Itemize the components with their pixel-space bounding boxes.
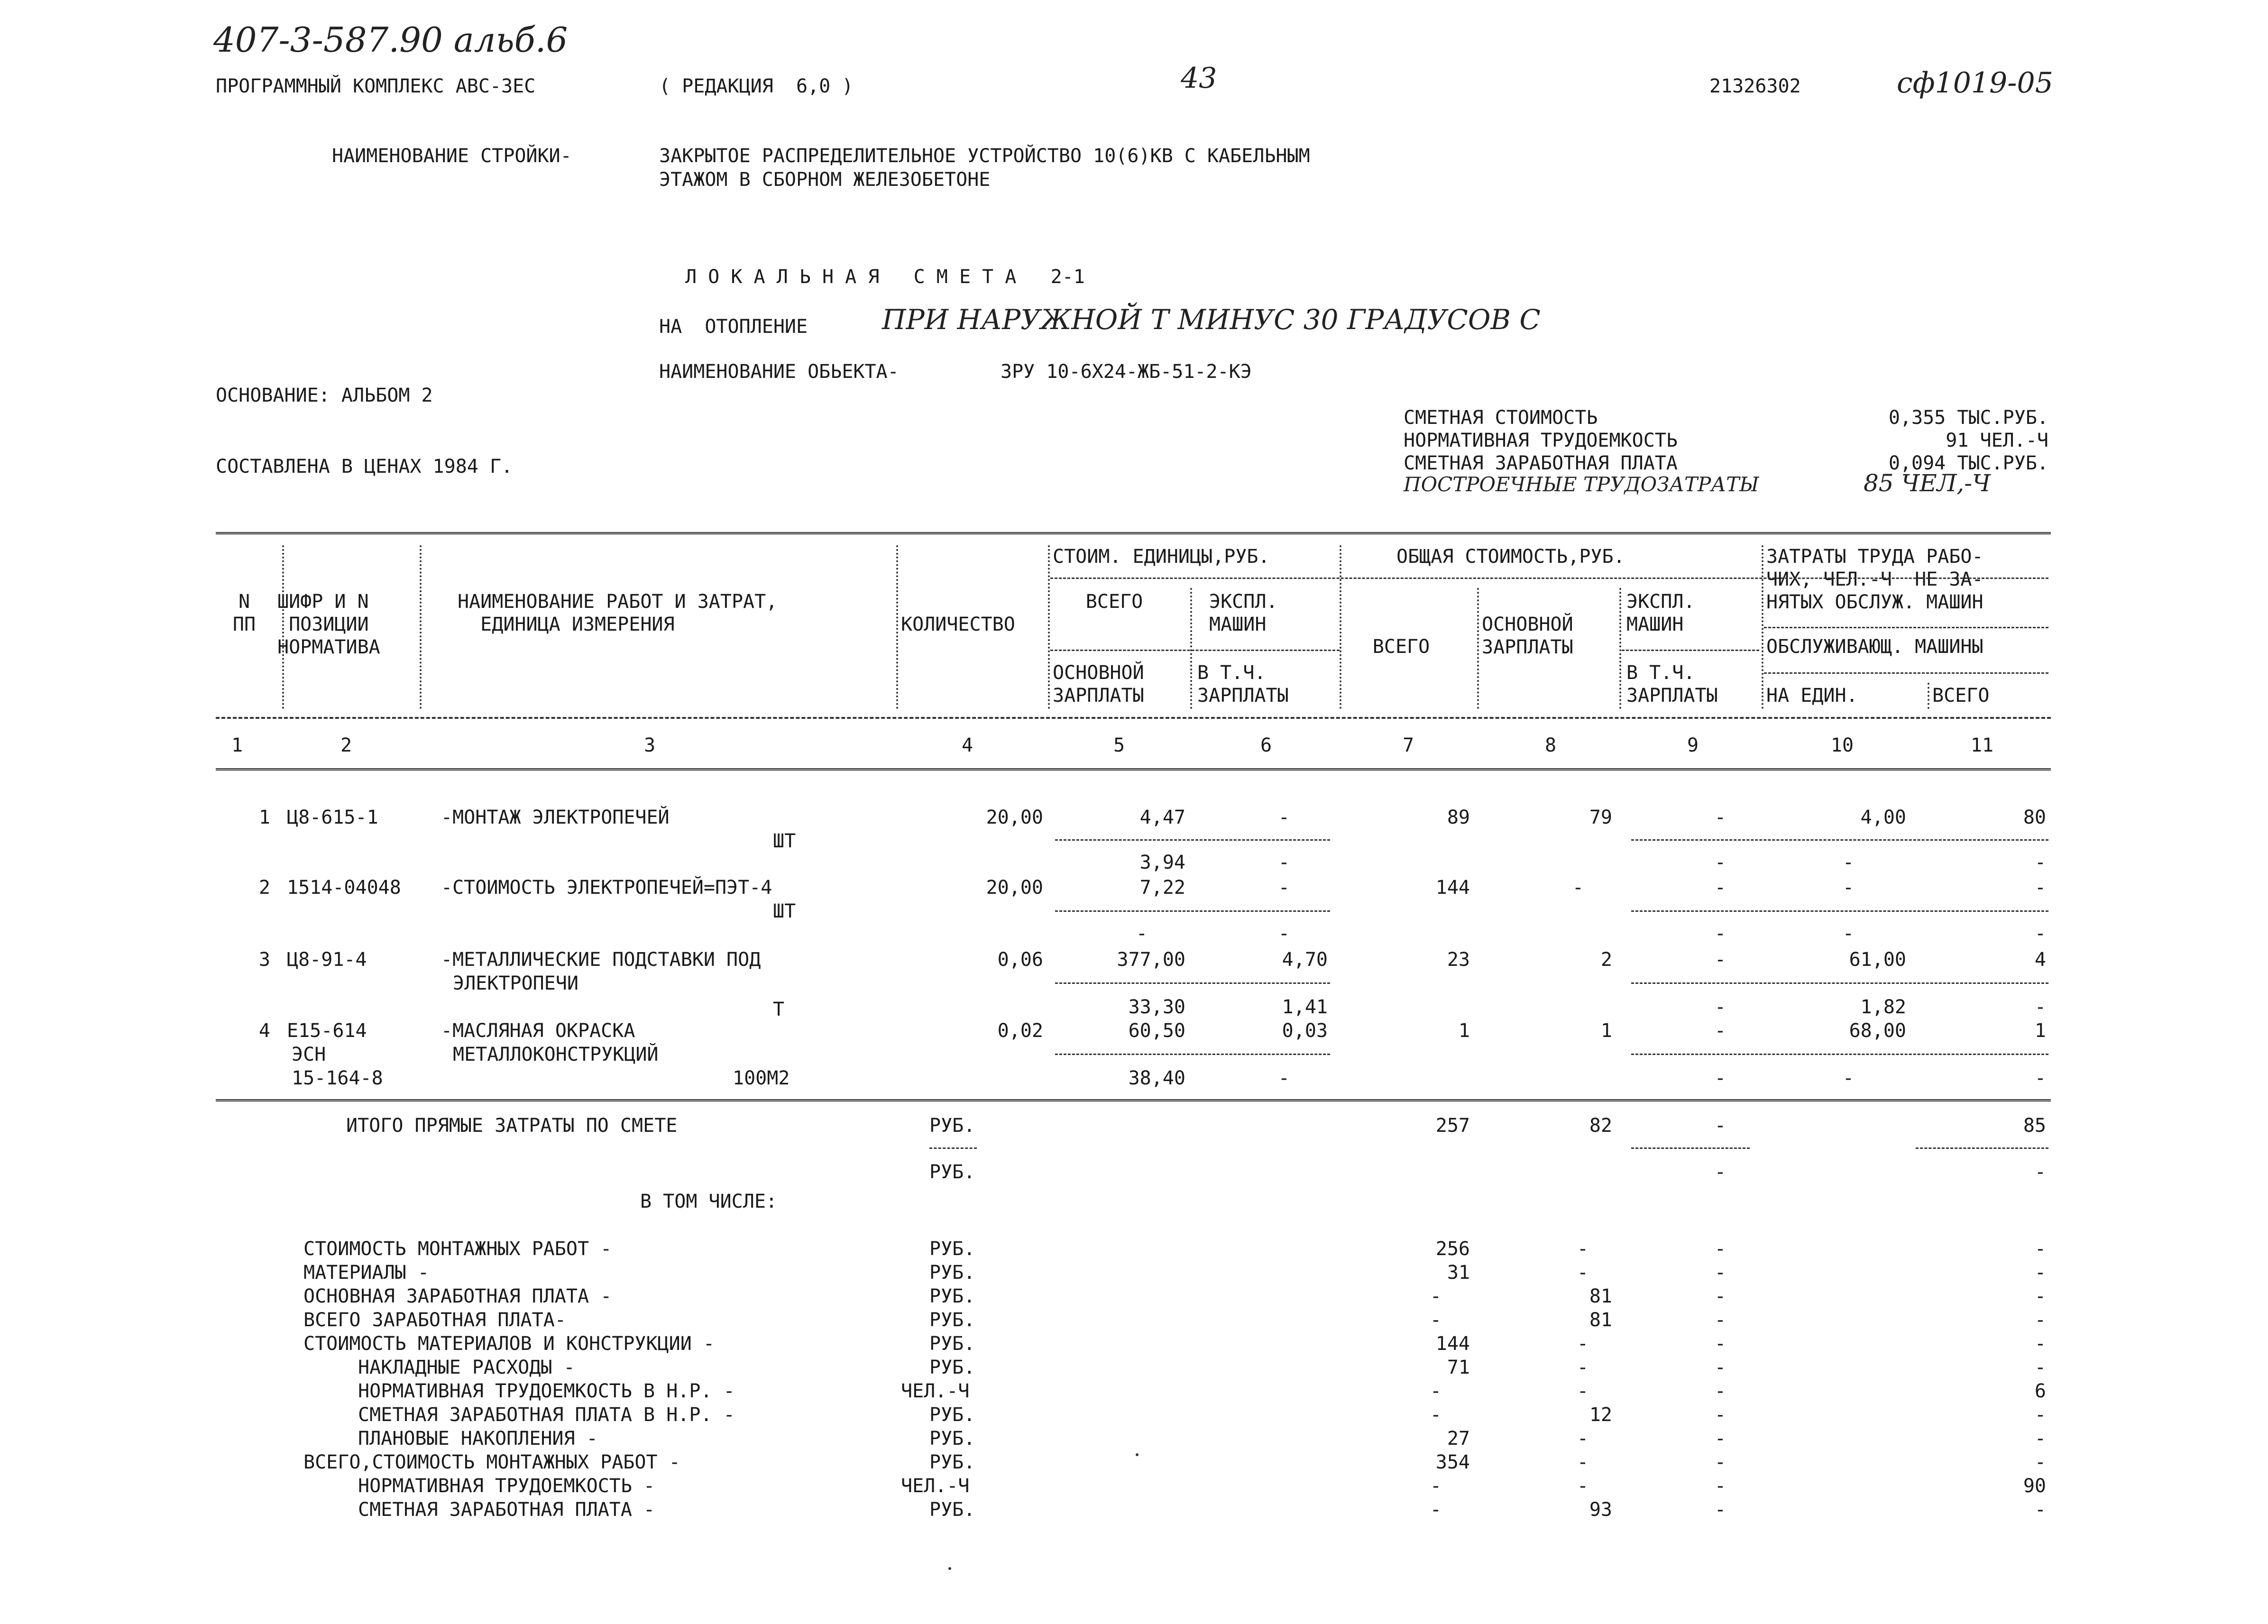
- row-2-c11: -: [2034, 877, 2046, 899]
- breakdown-c9: -: [1714, 1357, 1726, 1378]
- breakdown-c11: 6: [2034, 1380, 2046, 1402]
- col-number: 5: [1113, 734, 1125, 756]
- breakdown-c9: -: [1714, 1285, 1726, 1307]
- row-4-c8: 1: [1600, 1020, 1612, 1042]
- scan-speck: [948, 1567, 951, 1570]
- row-1-c9b: -: [1714, 852, 1726, 873]
- row-3-qty: 0,06: [997, 949, 1043, 971]
- summary-label-cost: СМЕТНАЯ СТОИМОСТЬ: [1404, 407, 1598, 429]
- row-2-c6: -: [1278, 877, 1290, 899]
- breakdown-c9: -: [1714, 1451, 1726, 1473]
- breakdown-label: НОРМАТИВНАЯ ТРУДОЕМКОСТЬ В Н.Р. -: [358, 1380, 735, 1402]
- row-2-c11b: -: [2034, 923, 2046, 945]
- col-header-code: ШИФР И N ПОЗИЦИИ НОРМАТИВА: [277, 591, 380, 658]
- totals-unit-2: РУБ.: [929, 1161, 975, 1183]
- breakdown-label: СМЕТНАЯ ЗАРАБОТНАЯ ПЛАТА В Н.Р. -: [358, 1404, 735, 1426]
- col-sep: [896, 545, 898, 709]
- breakdown-c7: 354: [1435, 1451, 1470, 1473]
- summary-value-labor: 91 ЧЕЛ.-Ч: [1946, 430, 2048, 451]
- row-3-c11: 4: [2034, 949, 2046, 971]
- col-header-c11: ВСЕГО: [1932, 685, 1990, 706]
- breakdown-unit: РУБ.: [929, 1428, 975, 1450]
- prices-basis: СОСТАВЛЕНА В ЦЕНАХ 1984 Г.: [216, 456, 513, 477]
- breakdown-unit: РУБ.: [929, 1404, 975, 1426]
- object-value: ЗРУ 10-6Х24-ЖБ-51-2-КЭ: [1001, 361, 1252, 383]
- row-4-c6: 0,03: [1282, 1020, 1328, 1042]
- breakdown-c8: -: [1577, 1238, 1589, 1260]
- breakdown-label: НАКЛАДНЫЕ РАСХОДЫ -: [358, 1357, 575, 1378]
- row-1-qty: 20,00: [986, 807, 1043, 828]
- row-3-c5b: 33,30: [1128, 996, 1185, 1018]
- summary-label-wage: СМЕТНАЯ ЗАРАБОТНАЯ ПЛАТА: [1404, 452, 1678, 474]
- breakdown-c9: -: [1714, 1404, 1726, 1426]
- breakdown-c7: 27: [1447, 1428, 1470, 1450]
- row-2-num: 2: [258, 877, 270, 899]
- breakdown-unit: ЧЕЛ.-Ч: [901, 1380, 970, 1402]
- row-2-c6b: -: [1278, 923, 1290, 945]
- summary-label-labor: НОРМАТИВНАЯ ТРУДОЕМКОСТЬ: [1404, 430, 1678, 451]
- breakdown-unit: РУБ.: [929, 1357, 975, 1378]
- row-3-c5: 377,00: [1117, 949, 1185, 971]
- col-sep: [420, 545, 422, 709]
- breakdown-c8: -: [1577, 1451, 1589, 1473]
- row-3-unit: Т: [773, 999, 785, 1020]
- breakdown-c9: -: [1714, 1499, 1726, 1521]
- breakdown-c8: 81: [1589, 1285, 1612, 1307]
- row-1-c8: 79: [1589, 807, 1612, 828]
- row-4-c10b: -: [1842, 1067, 1854, 1089]
- col-header-total-cost: ОБЩАЯ СТОИМОСТЬ,РУБ.: [1396, 546, 1625, 568]
- col-number: 10: [1830, 734, 1854, 756]
- basis: ОСНОВАНИЕ: АЛЬБОМ 2: [216, 385, 433, 406]
- row-3-c10: 61,00: [1849, 949, 1906, 971]
- breakdown-unit: РУБ.: [929, 1499, 975, 1521]
- row-3-c11b: -: [2034, 996, 2046, 1018]
- row-3-c6: 4,70: [1282, 949, 1328, 971]
- col-header-npp: N ПП: [232, 591, 256, 635]
- handwritten-top-code: 407-3-587.90 альб.6: [213, 20, 568, 60]
- col-number: 7: [1402, 734, 1414, 756]
- breakdown-unit: РУБ.: [929, 1309, 975, 1331]
- totals-label: ИТОГО ПРЯМЫЕ ЗАТРАТЫ ПО СМЕТЕ: [346, 1115, 678, 1137]
- row-4-c10: 68,00: [1849, 1020, 1906, 1042]
- breakdown-c8: 12: [1589, 1404, 1612, 1426]
- breakdown-c11: -: [2034, 1404, 2046, 1426]
- breakdown-c9: -: [1714, 1428, 1726, 1450]
- col-header-c7: ВСЕГО: [1372, 636, 1430, 658]
- program-edition: ( РЕДАКЦИЯ 6,0 ): [659, 75, 854, 97]
- row-2-unit: ШТ: [773, 900, 796, 922]
- row-2-c5: 7,22: [1139, 877, 1185, 899]
- breakdown-c8: 93: [1589, 1499, 1612, 1521]
- construction-line-1: ЗАКРЫТОЕ РАСПРЕДЕЛИТЕЛЬНОЕ УСТРОЙСТВО 10(6)КВ С КАБЕЛЬНЫМ: [659, 145, 1310, 167]
- totals-c9b: -: [1714, 1161, 1726, 1183]
- header-rule: [1050, 650, 1340, 651]
- totals-underline: [1916, 1147, 2048, 1149]
- breakdown-unit: РУБ.: [929, 1238, 975, 1260]
- col-sep: [1048, 545, 1050, 709]
- totals-c11: 85: [2023, 1115, 2046, 1137]
- rows-bottom-rule: [216, 1099, 2051, 1101]
- breakdown-c11: -: [2034, 1499, 2046, 1521]
- handwritten-heating-suffix: ПРИ НАРУЖНОЙ Т МИНУС 30 ГРАДУСОВ С: [882, 303, 1541, 336]
- row-4-c9b: -: [1714, 1067, 1726, 1089]
- row-1-c7: 89: [1447, 807, 1470, 828]
- col-number: 3: [643, 734, 656, 756]
- row-3-c9b: -: [1714, 996, 1726, 1018]
- row-3-c9: -: [1714, 949, 1726, 971]
- breakdown-c11: -: [2034, 1309, 2046, 1331]
- row-2-c10: -: [1842, 877, 1854, 899]
- totals-underline: [929, 1147, 977, 1149]
- row-1-unit: ШТ: [773, 830, 796, 852]
- handwritten-right-code: сф1019-05: [1897, 66, 2053, 100]
- col-header-unit-cost: СТОИМ. ЕДИНИЦЫ,РУБ.: [1053, 546, 1270, 568]
- row-4-name: -МАСЛЯНАЯ ОКРАСКА: [441, 1020, 635, 1042]
- row-4-c5: 60,50: [1128, 1020, 1185, 1042]
- breakdown-c9: -: [1714, 1262, 1726, 1284]
- col-number: 9: [1687, 734, 1699, 756]
- breakdown-unit: РУБ.: [929, 1262, 975, 1284]
- row-3-c8: 2: [1600, 949, 1612, 971]
- row-2-qty: 20,00: [986, 877, 1043, 899]
- breakdown-c9: -: [1714, 1333, 1726, 1355]
- row-4-unit: 100М2: [733, 1067, 790, 1089]
- col-sep: [1340, 545, 1341, 709]
- row-2-c8: -: [1572, 877, 1584, 899]
- row-4-c11b: -: [2034, 1067, 2046, 1089]
- estimate-subtitle: НА ОТОПЛЕНИЕ: [659, 316, 808, 338]
- breakdown-c11: -: [2034, 1428, 2046, 1450]
- breakdown-label: ПЛАНОВЫЕ НАКОПЛЕНИЯ -: [358, 1428, 598, 1450]
- row-3-c10b: 1,82: [1860, 996, 1906, 1018]
- row-1-c5: 4,47: [1139, 807, 1185, 828]
- row-2-c7: 144: [1435, 877, 1470, 899]
- row-4-code-3: 15-164-8: [292, 1067, 383, 1089]
- row-4-underline: [1631, 1054, 2048, 1055]
- row-4-code: Е15-614: [287, 1020, 367, 1042]
- row-4-name-2: МЕТАЛЛОКОНСТРУКЦИЙ: [453, 1044, 659, 1065]
- breakdown-c8: -: [1577, 1357, 1589, 1378]
- row-1-c10b: -: [1842, 852, 1854, 873]
- row-2-underline: [1055, 910, 1330, 912]
- breakdown-c7: 256: [1435, 1238, 1470, 1260]
- row-1-c5b: 3,94: [1139, 852, 1185, 873]
- breakdown-c11: -: [2034, 1238, 2046, 1260]
- row-3-num: 3: [258, 949, 270, 971]
- col-sep: [1928, 683, 1929, 709]
- document-number: 21326302: [1709, 75, 1801, 97]
- col-header-c6b: В Т.Ч. ЗАРПЛАТЫ: [1197, 662, 1289, 706]
- col-sep: [1190, 588, 1192, 709]
- breakdown-c7: -: [1430, 1380, 1442, 1402]
- row-1-c6b: -: [1278, 852, 1290, 873]
- row-3-code: Ц8-91-4: [287, 949, 367, 971]
- breakdown-c11: -: [2034, 1357, 2046, 1378]
- row-1-name: -МОНТАЖ ЭЛЕКТРОПЕЧЕЙ: [441, 807, 670, 828]
- breakdown-unit: РУБ.: [929, 1285, 975, 1307]
- col-header-qty: КОЛИЧЕСТВО: [901, 614, 1015, 635]
- row-2-c9: -: [1714, 877, 1726, 899]
- breakdown-c11: 90: [2023, 1475, 2046, 1497]
- totals-c8: 82: [1589, 1115, 1612, 1137]
- col-header-c10: НА ЕДИН.: [1766, 685, 1858, 706]
- object-label: НАИМЕНОВАНИЕ ОБЬЕКТА-: [659, 361, 899, 383]
- header-rule: [1622, 650, 1759, 651]
- breakdown-c7: -: [1430, 1475, 1442, 1497]
- breakdown-c11: -: [2034, 1285, 2046, 1307]
- handwritten-postroy-label: ПОСТРОЕЧНЫЕ ТРУДОЗАТРАТЫ: [1404, 473, 1759, 496]
- col-number: 1: [231, 734, 243, 756]
- row-3-name: -МЕТАЛЛИЧЕСКИЕ ПОДСТАВКИ ПОД: [441, 949, 761, 971]
- breakdown-c9: -: [1714, 1238, 1726, 1260]
- row-1-c6: -: [1278, 807, 1290, 828]
- row-1-c11: 80: [2023, 807, 2046, 828]
- col-header-labor: ЗАТРАТЫ ТРУДА РАБО- ЧИХ, ЧЕЛ.-Ч НЕ ЗА- НЯТЫХ ОБСЛУЖ. МАШИН: [1766, 546, 1983, 613]
- row-4-c6b: -: [1278, 1067, 1290, 1089]
- row-2-name: -СТОИМОСТЬ ЭЛЕКТРОПЕЧЕЙ=ПЭТ-4: [441, 877, 772, 899]
- row-3-underline: [1631, 982, 2048, 984]
- breakdown-c9: -: [1714, 1380, 1726, 1402]
- breakdown-c8: 81: [1589, 1309, 1612, 1331]
- row-4-c5b: 38,40: [1128, 1067, 1185, 1089]
- table-top-rule: [216, 532, 2051, 534]
- header-rule: [1050, 578, 2048, 579]
- row-4-code-2: ЭСН: [292, 1044, 326, 1065]
- row-2-c5b: -: [1136, 923, 1148, 945]
- breakdown-label: МАТЕРИАЛЫ -: [303, 1262, 429, 1284]
- header-rule: [1764, 672, 2048, 674]
- row-1-num: 1: [258, 807, 270, 828]
- row-3-c6b: 1,41: [1282, 996, 1328, 1018]
- col-header-c9b: В Т.Ч. ЗАРПЛАТЫ: [1626, 662, 1718, 706]
- breakdown-c11: -: [2034, 1262, 2046, 1284]
- row-1-c10: 4,00: [1860, 807, 1906, 828]
- row-3-name-2: ЭЛЕКТРОПЕЧИ: [453, 973, 578, 994]
- totals-c7: 257: [1435, 1115, 1470, 1137]
- breakdown-label: СТОИМОСТЬ МАТЕРИАЛОВ И КОНСТРУКЦИИ -: [303, 1333, 715, 1355]
- breakdown-c9: -: [1714, 1309, 1726, 1331]
- row-1-underline: [1631, 839, 2048, 841]
- col-number: 11: [1970, 734, 1994, 756]
- col-header-c5a: ВСЕГО: [1085, 591, 1143, 613]
- col-header-c6a: ЭКСПЛ. МАШИН: [1209, 591, 1278, 635]
- col-header-c5b: ОСНОВНОЙ ЗАРПЛАТЫ: [1053, 662, 1144, 706]
- breakdown-label: СМЕТНАЯ ЗАРАБОТНАЯ ПЛАТА -: [358, 1499, 655, 1521]
- totals-underline: [1631, 1147, 1750, 1149]
- scan-speck: [1136, 1453, 1139, 1456]
- construction-line-2: ЭТАЖОМ В СБОРНОМ ЖЕЛЕЗОБЕТОНЕ: [659, 169, 991, 191]
- breakdown-label: НОРМАТИВНАЯ ТРУДОЕМКОСТЬ -: [358, 1475, 655, 1497]
- breakdown-label: ОСНОВНАЯ ЗАРАБОТНАЯ ПЛАТА -: [303, 1285, 612, 1307]
- row-1-c11b: -: [2034, 852, 2046, 873]
- program-name: ПРОГРАММНЫЙ КОМПЛЕКС АВС-3ЕС: [216, 75, 536, 97]
- summary-value-cost: 0,355 ТЫС.РУБ.: [1888, 407, 2048, 429]
- handwritten-postroy-value: 85 ЧЕЛ,-Ч: [1864, 469, 1991, 497]
- totals-unit: РУБ.: [929, 1115, 975, 1137]
- row-3-underline: [1055, 982, 1330, 984]
- col-sep: [1619, 588, 1621, 709]
- breakdown-c7: -: [1430, 1404, 1442, 1426]
- row-2-c10b: -: [1842, 923, 1854, 945]
- row-2-underline: [1631, 910, 2048, 912]
- breakdown-label: ВСЕГО,СТОИМОСТЬ МОНТАЖНЫХ РАБОТ -: [303, 1451, 680, 1473]
- breakdown-c7: 71: [1447, 1357, 1470, 1378]
- col-header-c8: ОСНОВНОЙ ЗАРПЛАТЫ: [1482, 614, 1573, 658]
- col-number: 4: [961, 734, 973, 756]
- header-bottom-rule: [216, 717, 2051, 719]
- breakdown-c8: -: [1577, 1333, 1589, 1355]
- row-3-c7: 23: [1447, 949, 1470, 971]
- breakdown-unit: РУБ.: [929, 1451, 975, 1473]
- breakdown-c8: -: [1577, 1475, 1589, 1497]
- col-header-labor-mid: ОБСЛУЖИВАЮЩ. МАШИНЫ: [1766, 636, 1983, 658]
- breakdown-c7: 144: [1435, 1333, 1470, 1355]
- breakdown-unit: ЧЕЛ.-Ч: [901, 1475, 970, 1497]
- header-numbers-rule: [216, 768, 2051, 771]
- breakdown-c11: -: [2034, 1333, 2046, 1355]
- col-number: 2: [340, 734, 352, 756]
- col-sep: [282, 545, 284, 709]
- row-2-code: 1514-04048: [287, 877, 401, 899]
- breakdown-unit: РУБ.: [929, 1333, 975, 1355]
- breakdown-c8: -: [1577, 1428, 1589, 1450]
- row-4-num: 4: [258, 1020, 270, 1042]
- row-1-code: Ц8-615-1: [287, 807, 378, 828]
- breakdown-c8: -: [1577, 1262, 1589, 1284]
- row-4-c11: 1: [2034, 1020, 2046, 1042]
- col-number: 6: [1260, 734, 1272, 756]
- summary-value-wage: 0,094 ТЫС.РУБ.: [1888, 452, 2048, 474]
- breakdown-c8: -: [1577, 1380, 1589, 1402]
- row-4-c9: -: [1714, 1020, 1726, 1042]
- handwritten-page-number: 43: [1181, 62, 1217, 95]
- breakdown-c9: -: [1714, 1475, 1726, 1497]
- col-sep: [1477, 588, 1479, 709]
- breakdown-c7: -: [1430, 1309, 1442, 1331]
- estimate-title: Л О К А Л Ь Н А Я С М Е Т А 2-1: [685, 266, 1085, 288]
- breakdown-c7: -: [1430, 1285, 1442, 1307]
- breakdown-label: СТОИМОСТЬ МОНТАЖНЫХ РАБОТ -: [303, 1238, 612, 1260]
- totals-c11b: -: [2034, 1161, 2046, 1183]
- totals-including: В ТОМ ЧИСЛЕ:: [640, 1191, 777, 1212]
- col-header-c9a: ЭКСПЛ. МАШИН: [1626, 591, 1695, 635]
- row-2-c9b: -: [1714, 923, 1726, 945]
- breakdown-c11: -: [2034, 1451, 2046, 1473]
- breakdown-c7: 31: [1447, 1262, 1470, 1284]
- row-4-c7: 1: [1458, 1020, 1470, 1042]
- col-number: 8: [1544, 734, 1557, 756]
- col-sep: [1762, 545, 1763, 709]
- col-header-name: НАИМЕНОВАНИЕ РАБОТ И ЗАТРАТ, ЕДИНИЦА ИЗМЕРЕНИЯ: [458, 591, 778, 635]
- row-1-underline: [1055, 839, 1330, 841]
- breakdown-label: ВСЕГО ЗАРАБОТНАЯ ПЛАТА-: [303, 1309, 566, 1331]
- row-4-underline: [1055, 1054, 1330, 1055]
- breakdown-c7: -: [1430, 1499, 1442, 1521]
- row-1-c9: -: [1714, 807, 1726, 828]
- totals-c9: -: [1714, 1115, 1726, 1137]
- row-4-qty: 0,02: [997, 1020, 1043, 1042]
- header-rule: [1764, 627, 2048, 628]
- construction-label: НАИМЕНОВАНИЕ СТРОЙКИ-: [332, 145, 572, 167]
